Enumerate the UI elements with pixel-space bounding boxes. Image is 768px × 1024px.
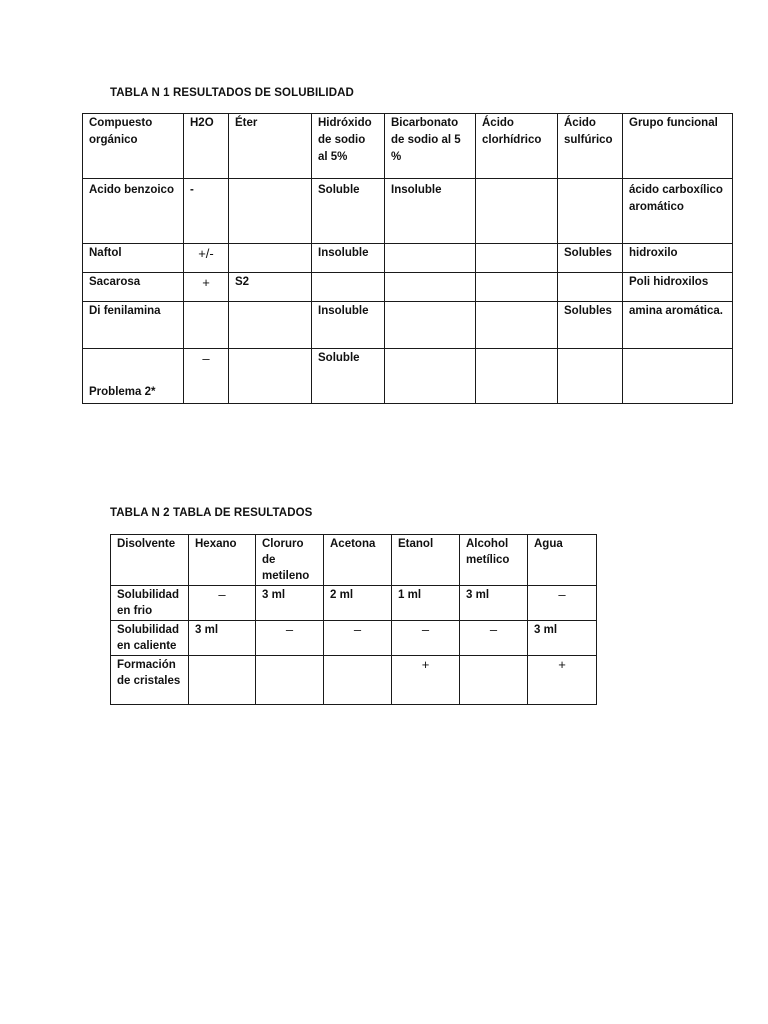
table-row xyxy=(83,302,733,349)
table1-cell: Problema 2* xyxy=(83,349,184,404)
table2-cell: 3 ml xyxy=(189,621,256,656)
table2-header-row xyxy=(111,535,597,586)
table1-cell xyxy=(385,349,476,404)
table1-cell xyxy=(476,273,558,302)
table2-cell: – xyxy=(528,586,597,621)
table2-cell: 3 ml xyxy=(528,621,597,656)
table-row xyxy=(83,349,733,404)
table2-cell: – xyxy=(189,586,256,621)
table2-cell xyxy=(189,656,256,705)
table1-cell: Soluble xyxy=(312,179,385,244)
table2-header-cell: Acetona xyxy=(324,535,392,586)
table1-cell: Di fenilamina xyxy=(83,302,184,349)
table1-cell xyxy=(476,349,558,404)
table2-cell: – xyxy=(256,621,324,656)
table1-cell: Insoluble xyxy=(312,302,385,349)
table1-cell: S2 xyxy=(229,273,312,302)
table1-header-cell: Ácido sulfúrico xyxy=(558,114,623,179)
table2-header-cell: Hexano xyxy=(189,535,256,586)
table1-cell xyxy=(385,244,476,273)
table-row xyxy=(83,179,733,244)
table1-cell xyxy=(229,349,312,404)
table1-cell: Insoluble xyxy=(312,244,385,273)
table2-cell: 3 ml xyxy=(460,586,528,621)
table2-cell: 2 ml xyxy=(324,586,392,621)
table1-cell xyxy=(558,273,623,302)
table2-cell: Solubilidad en caliente xyxy=(111,621,189,656)
table-row xyxy=(83,244,733,273)
table1-cell: – xyxy=(184,349,229,404)
table1-cell: Solubles xyxy=(558,302,623,349)
table2-header-cell: Cloruro de metileno xyxy=(256,535,324,586)
table1-cell xyxy=(229,244,312,273)
table2-cell xyxy=(324,656,392,705)
table2-cell xyxy=(460,656,528,705)
table1-cell xyxy=(623,349,733,404)
table1-cell xyxy=(558,179,623,244)
table1-cell: Insoluble xyxy=(385,179,476,244)
table1-cell: Solubles xyxy=(558,244,623,273)
table2-header-cell: Disolvente xyxy=(111,535,189,586)
table1-header-cell: Bicarbonato de sodio al 5 % xyxy=(385,114,476,179)
table2-cell: + xyxy=(528,656,597,705)
table1-header-cell: Hidróxido de sodio al 5% xyxy=(312,114,385,179)
table1-cell xyxy=(476,179,558,244)
table1-cell xyxy=(385,273,476,302)
table1-cell xyxy=(184,302,229,349)
table1-header-cell: Grupo funcional xyxy=(623,114,733,179)
table2-header-cell: Alcohol metílico xyxy=(460,535,528,586)
table2-cell: Solubilidad en frio xyxy=(111,586,189,621)
solvent-results-table xyxy=(110,534,597,705)
table1-cell: hidroxilo xyxy=(623,244,733,273)
solubility-results-table xyxy=(82,113,733,404)
table1-header-cell: H2O xyxy=(184,114,229,179)
table1-header-row xyxy=(83,114,733,179)
table1-header-cell: Compuesto orgánico xyxy=(83,114,184,179)
table1-cell: Poli hidroxilos xyxy=(623,273,733,302)
table1-cell xyxy=(229,302,312,349)
table1-cell: - xyxy=(184,179,229,244)
table1-cell: amina aromática. xyxy=(623,302,733,349)
table1-cell xyxy=(476,302,558,349)
table1-cell xyxy=(476,244,558,273)
table2-cell: Formación de cristales xyxy=(111,656,189,705)
table1-header-cell: Éter xyxy=(229,114,312,179)
table2-cell: – xyxy=(324,621,392,656)
table2-cell: – xyxy=(460,621,528,656)
table1-cell: Sacarosa xyxy=(83,273,184,302)
table1-cell: Naftol xyxy=(83,244,184,273)
table2-cell: + xyxy=(392,656,460,705)
table2-header-cell: Agua xyxy=(528,535,597,586)
table-row xyxy=(111,586,597,621)
table1-cell: + xyxy=(184,273,229,302)
table1-cell: Soluble xyxy=(312,349,385,404)
table-row xyxy=(111,656,597,705)
table2-cell: 1 ml xyxy=(392,586,460,621)
table2-cell: 3 ml xyxy=(256,586,324,621)
table1-cell: +/- xyxy=(184,244,229,273)
table1-cell xyxy=(312,273,385,302)
table2-title: TABLA N 2 TABLA DE RESULTADOS xyxy=(110,507,313,519)
table1-cell: Acido benzoico xyxy=(83,179,184,244)
table1-title: TABLA N 1 RESULTADOS DE SOLUBILIDAD xyxy=(110,87,354,99)
table1-header-cell: Ácido clorhídrico xyxy=(476,114,558,179)
table1-cell xyxy=(558,349,623,404)
table-row xyxy=(111,621,597,656)
table2-cell xyxy=(256,656,324,705)
table2-header-cell: Etanol xyxy=(392,535,460,586)
table1-cell xyxy=(229,179,312,244)
table1-cell: ácido carboxílico aromático xyxy=(623,179,733,244)
table1-cell xyxy=(385,302,476,349)
table-row xyxy=(83,273,733,302)
table2-cell: – xyxy=(392,621,460,656)
